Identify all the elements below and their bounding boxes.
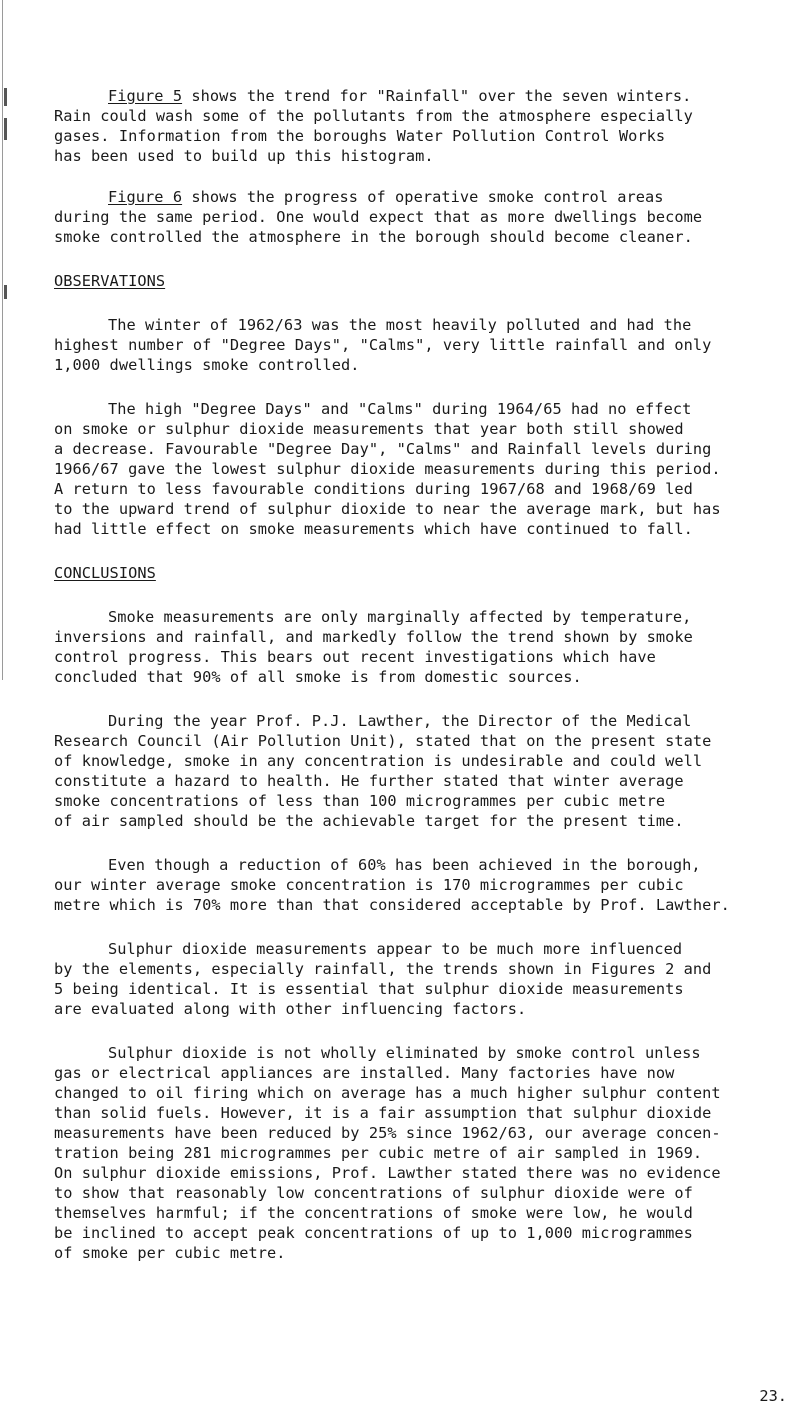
text-run: shows the progress of operative smoke control areas	[182, 188, 664, 206]
text-line: During the year Prof. P.J. Lawther, the Director of the Medical	[108, 712, 692, 730]
section-heading-observations: OBSERVATIONS	[54, 272, 166, 290]
text-line: be inclined to accept peak concentrations of up to 1,000 microgrammes	[54, 1224, 693, 1242]
text-line: metre which is 70% more than that considered acceptable by Prof. Lawther.	[54, 896, 730, 914]
paragraph-conclusion-2	[54, 711, 794, 831]
text-line: a decrease. Favourable "Degree Day", "Calms" and Rainfall levels during	[54, 440, 712, 458]
page-number: 23.	[759, 1387, 787, 1405]
text-line: On sulphur dioxide emissions, Prof. Lawther stated there was no evidence	[54, 1164, 721, 1182]
text-line: The winter of 1962/63 was the most heavily polluted and had the	[108, 316, 692, 334]
text-line: to show that reasonably low concentrations of sulphur dioxide were of	[54, 1184, 693, 1202]
text-line: of knowledge, smoke in any concentration is undesirable and could well	[54, 752, 703, 770]
text-line: highest number of "Degree Days", "Calms", very little rainfall and only	[54, 336, 712, 354]
paragraph-figure5	[54, 86, 794, 166]
figure-reference: Figure 6	[108, 188, 183, 206]
paragraph-conclusion-1	[54, 607, 794, 687]
text-line: 5 being identical. It is essential that sulphur dioxide measurements	[54, 980, 684, 998]
text-line: changed to oil firing which on average has a much higher sulphur content	[54, 1084, 721, 1102]
text-line: our winter average smoke concentration is 170 microgrammes per cubic	[54, 876, 684, 894]
text-line: 1,000 dwellings smoke controlled.	[54, 356, 360, 374]
text-line: The high "Degree Days" and "Calms" during 1964/65 had no effect	[108, 400, 692, 418]
text-line: A return to less favourable conditions during 1967/68 and 1968/69 led	[54, 480, 693, 498]
paragraph-conclusion-3	[54, 855, 794, 915]
text-line: inversions and rainfall, and markedly follow the trend shown by smoke	[54, 628, 693, 646]
text-line	[54, 86, 794, 106]
binding-mark	[4, 88, 7, 106]
text-line: to the upward trend of sulphur dioxide to near the average mark, but has	[54, 500, 721, 518]
text-line: by the elements, especially rainfall, the trends shown in Figures 2 and	[54, 960, 712, 978]
text-line: has been used to build up this histogram.	[54, 147, 434, 165]
text-line: Research Council (Air Pollution Unit), stated that on the present state	[54, 732, 712, 750]
text-line: during the same period. One would expect that as more dwellings become	[54, 208, 703, 226]
text-line: had little effect on smoke measurements which have continued to fall.	[54, 520, 693, 538]
body-text	[54, 0, 794, 1263]
text-line: on smoke or sulphur dioxide measurements that year both still showed	[54, 420, 684, 438]
text-line: of smoke per cubic metre.	[54, 1244, 286, 1262]
text-line: constitute a hazard to health. He further stated that winter average	[54, 772, 684, 790]
binding-margin-line	[2, 0, 3, 680]
paragraph-conclusion-4	[54, 939, 794, 1019]
text-line: measurements have been reduced by 25% since 1962/63, our average concen-	[54, 1124, 721, 1142]
text-line: Smoke measurements are only marginally affected by temperature,	[108, 608, 692, 626]
text-line: Even though a reduction of 60% has been achieved in the borough,	[108, 856, 701, 874]
paragraph-observation-2	[54, 399, 794, 539]
text-line: gases. Information from the boroughs Water Pollution Control Works	[54, 127, 666, 145]
text-line: tration being 281 microgrammes per cubic metre of air sampled in 1969.	[54, 1144, 703, 1162]
figure-reference: Figure 5	[108, 87, 183, 105]
text-line: of air sampled should be the achievable target for the present time.	[54, 812, 684, 830]
text-line: Rain could wash some of the pollutants from the atmosphere especially	[54, 107, 693, 125]
binding-mark	[4, 118, 7, 140]
text-line: Sulphur dioxide is not wholly eliminated by smoke control unless	[108, 1044, 701, 1062]
text-line: than solid fuels. However, it is a fair assumption that sulphur dioxide	[54, 1104, 712, 1122]
text-line: control progress. This bears out recent investigations which have	[54, 648, 656, 666]
text-line: smoke concentrations of less than 100 microgrammes per cubic metre	[54, 792, 666, 810]
text-line	[54, 187, 794, 207]
text-line: themselves harmful; if the concentrations of smoke were low, he would	[54, 1204, 693, 1222]
paragraph-figure6	[54, 187, 794, 247]
text-line: gas or electrical appliances are installed. Many factories have now	[54, 1064, 675, 1082]
text-line: concluded that 90% of all smoke is from domestic sources.	[54, 668, 582, 686]
paragraph-observation-1	[54, 315, 794, 375]
text-run: shows the trend for "Rainfall" over the seven winters.	[182, 87, 692, 105]
text-line: are evaluated along with other influencing factors.	[54, 1000, 527, 1018]
paragraph-conclusion-5	[54, 1043, 794, 1263]
section-heading-conclusions: CONCLUSIONS	[54, 564, 156, 582]
text-line: smoke controlled the atmosphere in the borough should become cleaner.	[54, 228, 693, 246]
text-line: Sulphur dioxide measurements appear to be much more influenced	[108, 940, 683, 958]
text-line: 1966/67 gave the lowest sulphur dioxide measurements during this period.	[54, 460, 721, 478]
binding-mark	[4, 285, 7, 299]
